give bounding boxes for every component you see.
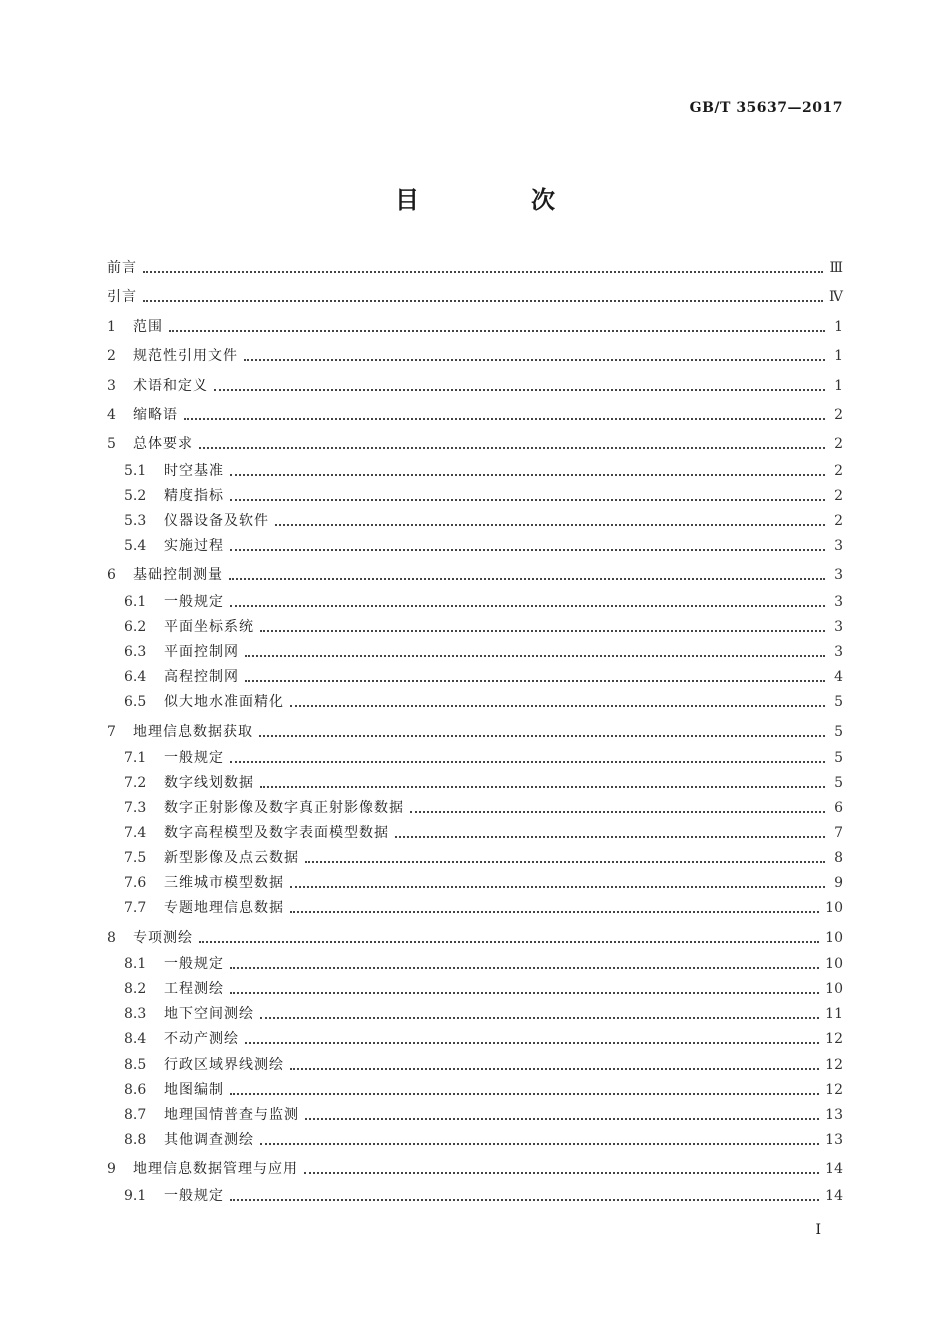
toc-entry-page: 3 bbox=[834, 618, 843, 635]
toc-entry-number: 6.2 bbox=[124, 618, 147, 635]
dot-leader bbox=[143, 300, 823, 302]
dot-leader bbox=[305, 861, 825, 863]
dot-leader bbox=[410, 811, 825, 813]
toc-entry-label: 一般规定 bbox=[164, 1187, 224, 1204]
toc-entry-label: 高程控制网 bbox=[164, 669, 239, 685]
toc-entry[interactable] bbox=[107, 1157, 843, 1181]
toc-entry-label: 专项测绘 bbox=[133, 929, 193, 946]
dot-leader bbox=[230, 549, 825, 551]
toc-entry-label: 仪器设备及软件 bbox=[164, 512, 269, 529]
toc-entry-label: 平面控制网 bbox=[164, 643, 239, 660]
dot-leader bbox=[305, 1118, 819, 1120]
toc-entry-number: 2 bbox=[107, 348, 116, 365]
dot-leader bbox=[230, 474, 825, 476]
dot-leader bbox=[245, 1042, 819, 1044]
toc-entry-page: 2 bbox=[834, 436, 843, 453]
toc-entry-page: 3 bbox=[834, 593, 843, 610]
toc-entry-label: 精度指标 bbox=[164, 487, 224, 504]
toc-entry-page: 6 bbox=[834, 800, 843, 816]
toc-entry[interactable] bbox=[107, 285, 843, 309]
toc-entry-page: 11 bbox=[825, 1006, 843, 1023]
toc-entry-number: 1 bbox=[107, 318, 116, 335]
toc-entry-page: Ⅲ bbox=[829, 260, 843, 276]
toc-entry-number: 6 bbox=[107, 567, 116, 584]
toc-entry[interactable] bbox=[107, 432, 843, 456]
toc-entry-page: 2 bbox=[834, 512, 843, 529]
toc-entry-label: 一般规定 bbox=[164, 956, 224, 973]
toc-entry-label: 一般规定 bbox=[164, 593, 224, 610]
toc-entry-page: 3 bbox=[834, 538, 843, 554]
dot-leader bbox=[245, 680, 825, 682]
toc-entry-label: 地理信息数据获取 bbox=[133, 723, 253, 740]
dot-leader bbox=[230, 605, 825, 607]
toc-entry-page: 13 bbox=[825, 1131, 843, 1148]
toc-entry[interactable] bbox=[107, 256, 843, 280]
dot-leader bbox=[230, 967, 819, 969]
toc-entry-page: 5 bbox=[834, 774, 843, 791]
dot-leader bbox=[230, 499, 825, 501]
toc-entry-number: 7.4 bbox=[124, 825, 147, 842]
toc-entry-page: 1 bbox=[834, 318, 843, 335]
toc-entry-number: 5.3 bbox=[124, 512, 147, 529]
dot-leader bbox=[260, 786, 825, 788]
toc-entry-page: 10 bbox=[825, 956, 843, 973]
toc-entry-number: 8.8 bbox=[124, 1131, 147, 1148]
dot-leader bbox=[395, 836, 825, 838]
toc-entry[interactable] bbox=[107, 563, 843, 587]
toc-entry-label: 平面坐标系统 bbox=[164, 618, 254, 635]
toc-entry-page: 3 bbox=[834, 567, 843, 584]
toc-entry-page: 10 bbox=[825, 981, 843, 998]
toc-entry-page: Ⅳ bbox=[829, 289, 843, 306]
toc-entry-label: 三维城市模型数据 bbox=[164, 875, 284, 892]
toc-entry-label: 前言 bbox=[107, 260, 137, 276]
toc-entry[interactable] bbox=[124, 1184, 843, 1208]
toc-entry[interactable] bbox=[124, 977, 843, 1001]
toc-entry[interactable] bbox=[124, 1053, 843, 1077]
toc-entry-label: 似大地水准面精化 bbox=[164, 694, 284, 711]
toc-entry-page: 14 bbox=[825, 1161, 843, 1178]
dot-leader bbox=[199, 447, 825, 449]
toc-entry-number: 7.7 bbox=[124, 900, 147, 917]
dot-leader bbox=[290, 911, 819, 913]
toc-entry-page: 10 bbox=[825, 900, 843, 917]
toc-entry-number: 6.3 bbox=[124, 643, 147, 660]
toc-entry-label: 时空基准 bbox=[164, 462, 224, 479]
toc-entry-page: 12 bbox=[825, 1031, 843, 1048]
toc-entry-label: 实施过程 bbox=[164, 538, 224, 554]
toc-entry-number: 8 bbox=[107, 929, 116, 946]
toc-entry[interactable] bbox=[124, 821, 843, 845]
toc-entry[interactable] bbox=[124, 690, 843, 714]
toc-entry-number: 7.3 bbox=[124, 800, 147, 816]
toc-entry[interactable] bbox=[124, 640, 843, 664]
toc-entry[interactable] bbox=[124, 846, 843, 870]
toc-entry-number: 8.1 bbox=[124, 956, 147, 973]
toc-entry-label: 其他调查测绘 bbox=[164, 1131, 254, 1148]
dot-leader bbox=[214, 389, 825, 391]
dot-leader bbox=[230, 1093, 819, 1095]
dot-leader bbox=[290, 886, 825, 888]
dot-leader bbox=[245, 655, 825, 657]
toc-entry-page: 3 bbox=[834, 643, 843, 660]
toc-entry-number: 9 bbox=[107, 1161, 116, 1178]
toc-entry-page: 12 bbox=[825, 1081, 843, 1098]
toc-entry-label: 地下空间测绘 bbox=[164, 1006, 254, 1023]
toc-entry-number: 7.1 bbox=[124, 749, 147, 766]
toc-entry-number: 7 bbox=[107, 723, 116, 740]
dot-leader bbox=[143, 271, 823, 273]
toc-entry[interactable] bbox=[124, 459, 843, 483]
toc-entry-number: 9.1 bbox=[124, 1187, 147, 1204]
toc-entry[interactable] bbox=[124, 1078, 843, 1102]
toc-entry[interactable] bbox=[124, 952, 843, 976]
toc-entry-page: 1 bbox=[834, 377, 843, 394]
toc-entry-page: 2 bbox=[834, 462, 843, 479]
dot-leader bbox=[230, 1199, 819, 1201]
dot-leader bbox=[304, 1172, 819, 1174]
toc-entry[interactable] bbox=[124, 1128, 843, 1152]
toc-entry-label: 范围 bbox=[133, 318, 163, 335]
toc-entry-label: 数字高程模型及数字表面模型数据 bbox=[164, 825, 389, 842]
dot-leader bbox=[184, 418, 825, 420]
dot-leader bbox=[230, 761, 825, 763]
toc-entry-label: 不动产测绘 bbox=[164, 1031, 239, 1048]
toc-entry-number: 8.4 bbox=[124, 1031, 147, 1048]
toc-entry[interactable] bbox=[107, 403, 843, 427]
toc-entry-label: 基础控制测量 bbox=[133, 567, 223, 584]
toc-entry[interactable] bbox=[124, 746, 843, 770]
toc-entry-page: 4 bbox=[834, 669, 843, 685]
toc-entry[interactable] bbox=[124, 896, 843, 920]
toc-entry[interactable] bbox=[124, 534, 843, 558]
toc-entry-page: 8 bbox=[834, 850, 843, 867]
toc-entry[interactable] bbox=[124, 871, 843, 895]
toc-entry-page: 14 bbox=[825, 1187, 843, 1204]
toc-entry-page: 1 bbox=[834, 348, 843, 365]
toc-entry-label: 专题地理信息数据 bbox=[164, 900, 284, 917]
toc-entry-page: 5 bbox=[834, 749, 843, 766]
toc-entry-number: 5.4 bbox=[124, 538, 147, 554]
toc-entry-number: 8.7 bbox=[124, 1106, 147, 1123]
toc-entry-page: 12 bbox=[825, 1056, 843, 1073]
toc-entry-number: 7.5 bbox=[124, 850, 147, 867]
toc-entry[interactable] bbox=[124, 1027, 843, 1051]
toc-entry-label: 总体要求 bbox=[133, 436, 193, 453]
dot-leader bbox=[260, 1017, 819, 1019]
toc-entry[interactable] bbox=[107, 926, 843, 950]
toc-entry[interactable] bbox=[107, 374, 843, 398]
toc-entry-label: 数字正射影像及数字真正射影像数据 bbox=[164, 800, 404, 816]
dot-leader bbox=[169, 330, 825, 332]
toc-entry-label: 新型影像及点云数据 bbox=[164, 850, 299, 867]
toc-entry-label: 地图编制 bbox=[164, 1081, 224, 1098]
dot-leader bbox=[229, 578, 825, 580]
toc-entry-page: 7 bbox=[834, 825, 843, 842]
toc-entry[interactable] bbox=[107, 344, 843, 368]
toc-entry-number: 7.6 bbox=[124, 875, 147, 892]
toc-entry-number: 3 bbox=[107, 377, 116, 394]
toc-entry-page: 10 bbox=[825, 929, 843, 946]
toc-entry-number: 4 bbox=[107, 407, 116, 423]
dot-leader bbox=[230, 992, 819, 994]
toc-entry-number: 5.2 bbox=[124, 487, 147, 504]
toc-entry-label: 行政区域界线测绘 bbox=[164, 1056, 284, 1073]
toc-entry-number: 5.1 bbox=[124, 462, 147, 479]
toc-entry-page: 13 bbox=[825, 1106, 843, 1123]
toc-entry[interactable] bbox=[124, 590, 843, 614]
toc-entry-number: 5 bbox=[107, 436, 116, 453]
toc-entry[interactable] bbox=[124, 796, 843, 820]
toc-entry-label: 数字线划数据 bbox=[164, 774, 254, 791]
page-title: 目 次 bbox=[395, 186, 599, 214]
toc-entry-label: 地理信息数据管理与应用 bbox=[133, 1161, 298, 1178]
dot-leader bbox=[244, 359, 825, 361]
toc-entry[interactable] bbox=[124, 1002, 843, 1026]
dot-leader bbox=[259, 735, 825, 737]
dot-leader bbox=[290, 705, 825, 707]
toc-entry-label: 工程测绘 bbox=[164, 981, 224, 998]
footer-page-number: I bbox=[815, 1222, 821, 1238]
dot-leader bbox=[260, 630, 825, 632]
toc-entry[interactable] bbox=[124, 484, 843, 508]
toc-entry-label: 规范性引用文件 bbox=[133, 348, 238, 365]
toc-entry-page: 9 bbox=[834, 875, 843, 892]
toc-entry-label: 术语和定义 bbox=[133, 377, 208, 394]
toc-entry-label: 引言 bbox=[107, 289, 137, 306]
dot-leader bbox=[275, 524, 825, 526]
toc-entry-number: 8.3 bbox=[124, 1006, 147, 1023]
toc-entry[interactable] bbox=[124, 771, 843, 795]
dot-leader bbox=[199, 941, 819, 943]
toc-entry-page: 5 bbox=[834, 723, 843, 740]
dot-leader bbox=[260, 1143, 819, 1145]
toc-entry[interactable] bbox=[107, 315, 843, 339]
toc-entry[interactable] bbox=[124, 615, 843, 639]
toc-entry-number: 8.2 bbox=[124, 981, 147, 998]
toc-entry[interactable] bbox=[124, 509, 843, 533]
toc-entry[interactable] bbox=[107, 720, 843, 744]
toc-entry-label: 缩略语 bbox=[133, 407, 178, 423]
toc-entry-number: 6.4 bbox=[124, 669, 147, 685]
toc-entry-label: 地理国情普查与监测 bbox=[164, 1106, 299, 1123]
toc-entry-number: 6.1 bbox=[124, 593, 147, 610]
toc-entry-number: 7.2 bbox=[124, 774, 147, 791]
toc-entry-page: 2 bbox=[834, 407, 843, 423]
standard-number: GB/T 35637—2017 bbox=[689, 100, 843, 116]
dot-leader bbox=[290, 1068, 819, 1070]
toc-entry[interactable] bbox=[124, 1103, 843, 1127]
toc-entry-number: 8.5 bbox=[124, 1056, 147, 1073]
toc-entry-page: 2 bbox=[834, 487, 843, 504]
toc-entry[interactable] bbox=[124, 665, 843, 689]
toc-entry-page: 5 bbox=[834, 694, 843, 711]
toc-entry-label: 一般规定 bbox=[164, 749, 224, 766]
toc-entry-number: 6.5 bbox=[124, 694, 147, 711]
toc-entry-number: 8.6 bbox=[124, 1081, 147, 1098]
